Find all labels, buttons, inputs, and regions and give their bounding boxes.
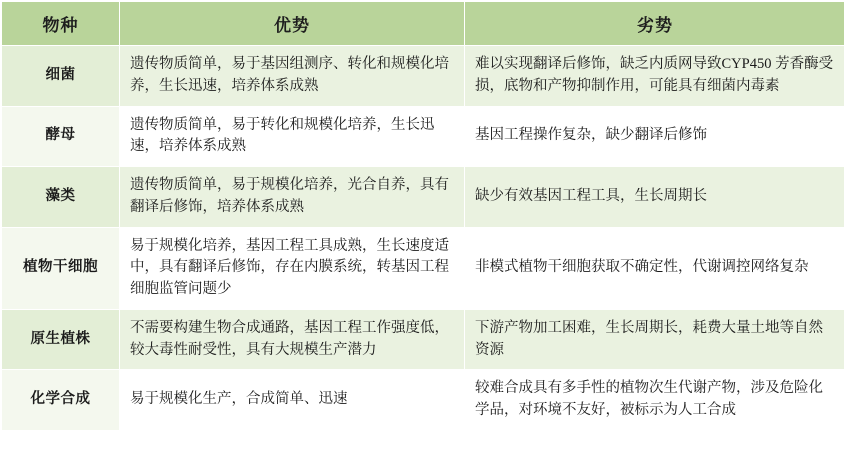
cell-disadvantage: 较难合成具有多手性的植物次生代谢产物，涉及危险化学品，对环境不友好，被标示为人工合成: [465, 370, 844, 431]
cell-advantage: 易于规模化培养，基因工程工具成熟，生长速度适中，具有翻译后修饰，存在内膜系统，转基因工程细胞监管问题少: [120, 227, 465, 309]
cell-species: 植物干细胞: [2, 227, 120, 309]
cell-species: 酵母: [2, 106, 120, 167]
column-header-species: 物种: [2, 2, 120, 46]
table-header-row: [2, 2, 844, 46]
table-row: [2, 46, 844, 107]
cell-advantage: 遗传物质简单，易于转化和规模化培养，生长迅速，培养体系成熟: [120, 106, 465, 167]
cell-species: 藻类: [2, 167, 120, 228]
cell-advantage: 遗传物质简单，易于基因组测序、转化和规模化培养，生长迅速，培养体系成熟: [120, 46, 465, 107]
cell-disadvantage: 缺少有效基因工程工具，生长周期长: [465, 167, 844, 228]
column-header-advantage: 优势: [120, 2, 465, 46]
table-body: [2, 46, 844, 431]
cell-advantage: 易于规模化生产，合成简单、迅速: [120, 370, 465, 431]
table-row: [2, 309, 844, 370]
cell-species: 细菌: [2, 46, 120, 107]
cell-species: 化学合成: [2, 370, 120, 431]
cell-advantage: 遗传物质简单，易于规模化培养，光合自养，具有翻译后修饰，培养体系成熟: [120, 167, 465, 228]
cell-disadvantage: 下游产物加工困难，生长周期长，耗费大量土地等自然资源: [465, 309, 844, 370]
column-header-disadvantage: 劣势: [465, 2, 844, 46]
comparison-table: [1, 1, 844, 431]
cell-disadvantage: 难以实现翻译后修饰，缺乏内质网导致CYP450 芳香酶受损，底物和产物抑制作用，可能具有细菌内毒素: [465, 46, 844, 107]
table-header: [2, 2, 844, 46]
cell-species: 原生植株: [2, 309, 120, 370]
cell-advantage: 不需要构建生物合成通路，基因工程工作强度低，较大毒性耐受性，具有大规模生产潜力: [120, 309, 465, 370]
table-row: [2, 370, 844, 431]
table-row: [2, 167, 844, 228]
cell-disadvantage: 基因工程操作复杂，缺少翻译后修饰: [465, 106, 844, 167]
cell-disadvantage: 非模式植物干细胞获取不确定性，代谢调控网络复杂: [465, 227, 844, 309]
table-row: [2, 227, 844, 309]
table-row: [2, 106, 844, 167]
